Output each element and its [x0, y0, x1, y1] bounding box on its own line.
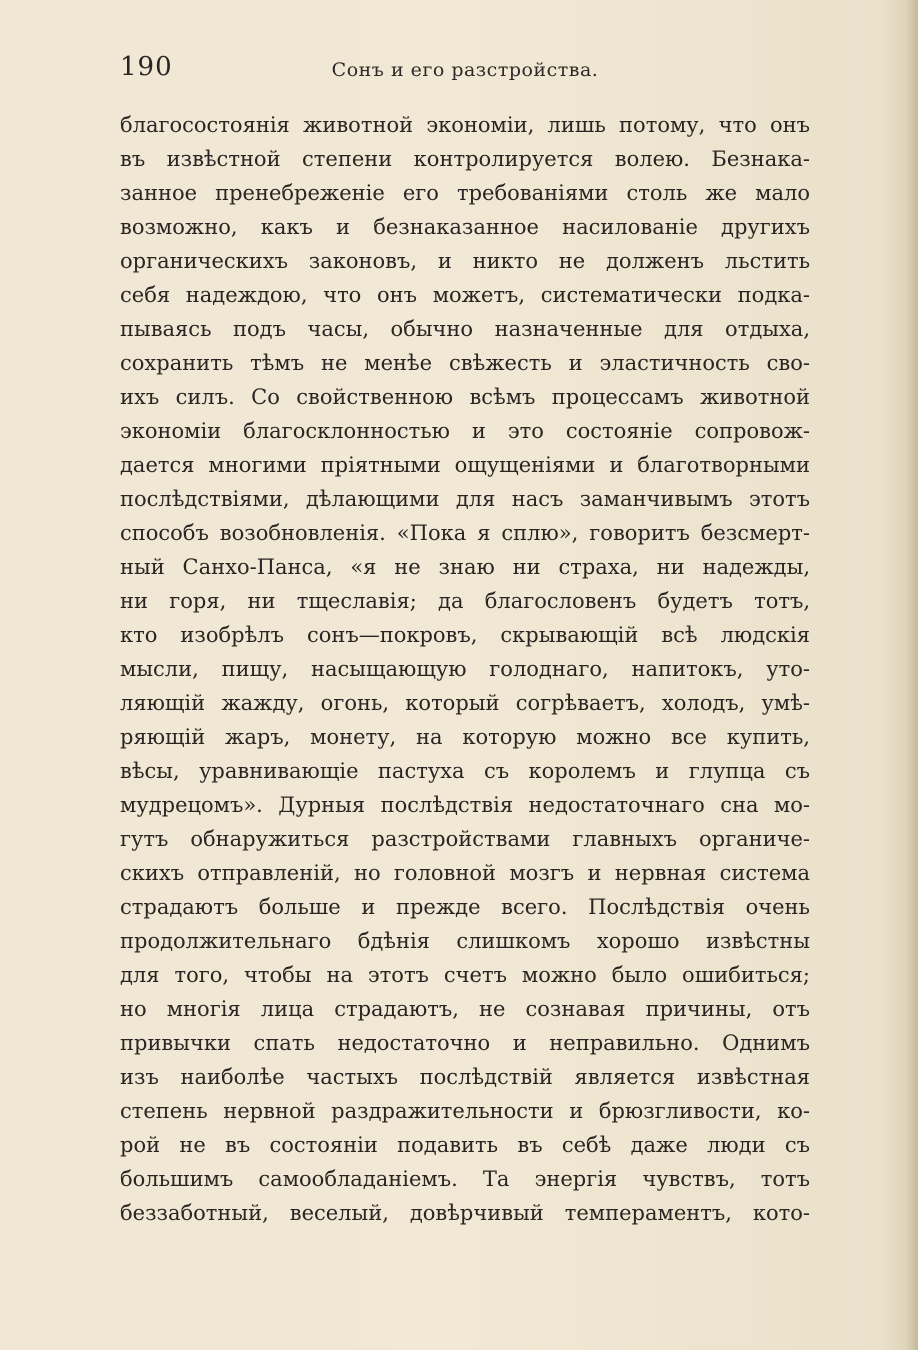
text-line: органическихъ законовъ, и никто не долженъ льстить [120, 249, 810, 273]
text-line: мысли, пищу, насыщающую голоднаго, напитокъ, уто- [120, 657, 810, 681]
running-title: Сонъ и его разстройства. [331, 59, 599, 81]
text-line: пываясь подъ часы, обычно назначенные для отдыха, [120, 317, 810, 341]
page-header [120, 52, 810, 92]
text-line: дается многими пріятными ощущеніями и благотворными [120, 453, 810, 477]
text-line: большимъ самообладаніемъ. Та энергія чувствъ, тотъ [120, 1167, 810, 1191]
text-line: ряющій жаръ, монету, на которую можно все купить, [120, 725, 810, 749]
text-line: скихъ отправленій, но головной мозгъ и нервная система [120, 861, 810, 885]
text-line: рой не въ состояніи подавить въ себѣ даже люди съ [120, 1133, 810, 1157]
text-line: возможно, какъ и безнаказанное насилованіе другихъ [120, 215, 810, 239]
text-line: продолжительнаго бдѣнія слишкомъ хорошо извѣстны [120, 929, 810, 953]
text-line: въ извѣстной степени контролируется волею. Безнака- [120, 147, 810, 171]
text-line: страдаютъ больше и прежде всего. Послѣдствія очень [120, 895, 810, 919]
text-line: привычки спать недостаточно и неправильно. Однимъ [120, 1031, 810, 1055]
text-line: мудрецомъ». Дурныя послѣдствія недостаточнаго сна мо- [120, 793, 810, 817]
text-line: экономіи благосклонностью и это состояніе сопровож- [120, 419, 810, 443]
text-line: способъ возобновленія. «Пока я сплю», говоритъ безсмерт- [120, 521, 810, 545]
text-line: ни горя, ни тщеславія; да благословенъ будетъ тотъ, [120, 589, 810, 613]
page-edge-shadow [906, 0, 918, 1350]
page-number: 190 [120, 52, 173, 82]
text-line: кто изобрѣлъ сонъ—покровъ, скрывающій всѣ людскія [120, 623, 810, 647]
body-text [120, 108, 810, 1253]
text-line: беззаботный, веселый, довѣрчивый темпераментъ, кото- [120, 1201, 810, 1225]
text-line: ихъ силъ. Со свойственною всѣмъ процессамъ животной [120, 385, 810, 409]
text-line: благосостоянія животной экономіи, лишь потому, что онъ [120, 113, 810, 137]
text-line: изъ наиболѣе частыхъ послѣдствій является извѣстная [120, 1065, 810, 1089]
text-line: ляющій жажду, огонь, который согрѣваетъ, холодъ, умѣ- [120, 691, 810, 715]
text-line: вѣсы, уравнивающіе пастуха съ королемъ и глупца съ [120, 759, 810, 783]
text-line: ный Санхо-Панса, «я не знаю ни страха, ни надежды, [120, 555, 810, 579]
text-line: себя надеждою, что онъ можетъ, систематически подка- [120, 283, 810, 307]
text-line: для того, чтобы на этотъ счетъ можно было ошибиться; [120, 963, 810, 987]
text-line: занное пренебреженіе его требованіями столь же мало [120, 181, 810, 205]
text-line: послѣдствіями, дѣлающими для насъ заманчивымъ этотъ [120, 487, 810, 511]
text-line: сохранить тѣмъ не менѣе свѣжесть и эластичность сво- [120, 351, 810, 375]
text-line: гутъ обнаружиться разстройствами главныхъ органиче- [120, 827, 810, 851]
text-line: степень нервной раздражительности и брюзгливости, ко- [120, 1099, 810, 1123]
text-line: но многія лица страдаютъ, не сознавая причины, отъ [120, 997, 810, 1021]
